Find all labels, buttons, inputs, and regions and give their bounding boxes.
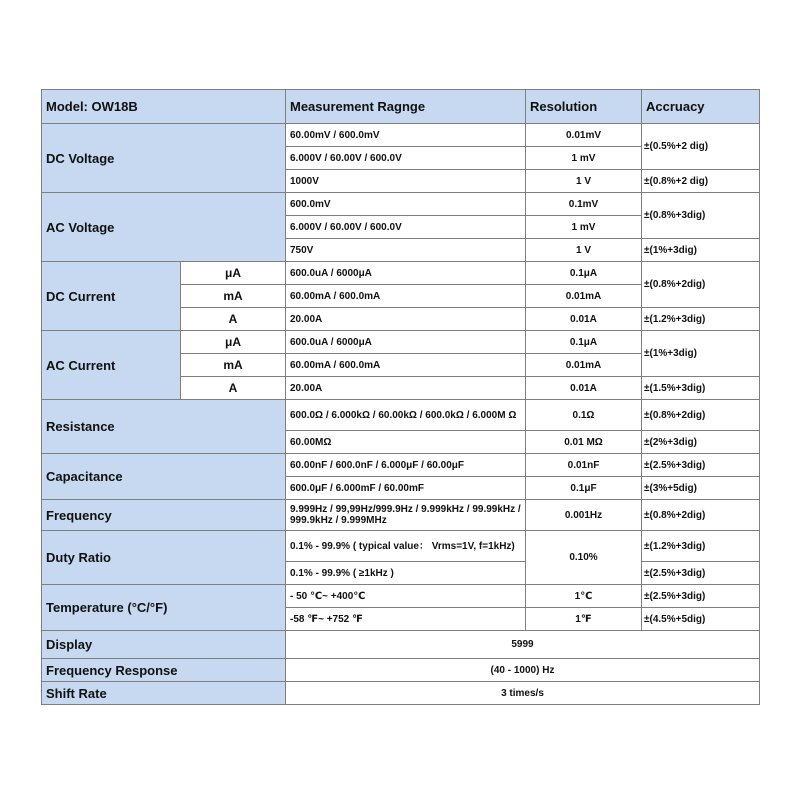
range-cell: 600.0uA / 6000μA bbox=[286, 262, 526, 285]
accuracy-cell: ±(0.8%+2dig) bbox=[642, 262, 760, 308]
table-row bbox=[42, 531, 760, 562]
resolution-cell: 1℃ bbox=[526, 585, 642, 608]
shift-rate-label: Shift Rate bbox=[42, 682, 286, 705]
unit-cell: μA bbox=[181, 262, 286, 285]
table-row bbox=[42, 124, 760, 147]
frequency-response-label: Frequency Response bbox=[42, 659, 286, 682]
resolution-cell: 0.01 MΩ bbox=[526, 431, 642, 454]
range-cell: 60.00mA / 600.0mA bbox=[286, 285, 526, 308]
table-row bbox=[42, 500, 760, 531]
accuracy-cell: ±(2.5%+3dig) bbox=[642, 454, 760, 477]
range-cell: 750V bbox=[286, 239, 526, 262]
header-range: Measurement Ragnge bbox=[286, 90, 526, 124]
resolution-cell: 0.1μF bbox=[526, 477, 642, 500]
resolution-cell: 0.1mV bbox=[526, 193, 642, 216]
range-cell: 60.00mV / 600.0mV bbox=[286, 124, 526, 147]
range-cell: 6.000V / 60.00V / 600.0V bbox=[286, 147, 526, 170]
resolution-cell: 0.10% bbox=[526, 531, 642, 585]
range-cell: 6.000V / 60.00V / 600.0V bbox=[286, 216, 526, 239]
display-label: Display bbox=[42, 631, 286, 659]
unit-cell: A bbox=[181, 308, 286, 331]
resolution-cell: 1 V bbox=[526, 170, 642, 193]
range-cell: 600.0Ω / 6.000kΩ / 60.00kΩ / 600.0kΩ / 6.000M Ω bbox=[286, 400, 526, 431]
accuracy-cell: ±(1.5%+3dig) bbox=[642, 377, 760, 400]
resolution-cell: 1 mV bbox=[526, 216, 642, 239]
accuracy-cell: ±(4.5%+5dig) bbox=[642, 608, 760, 631]
range-cell: 60.00nF / 600.0nF / 6.000μF / 60.00μF bbox=[286, 454, 526, 477]
accuracy-cell: ±(0.8%+3dig) bbox=[642, 193, 760, 239]
resolution-cell: 0.1μA bbox=[526, 331, 642, 354]
header-model: Model: OW18B bbox=[42, 90, 286, 124]
accuracy-cell: ±(0.5%+2 dig) bbox=[642, 124, 760, 170]
resolution-cell: 0.01mA bbox=[526, 354, 642, 377]
frequency-response-value: (40 - 1000) Hz bbox=[286, 659, 760, 682]
resistance-label: Resistance bbox=[42, 400, 286, 454]
header-resolution: Resolution bbox=[526, 90, 642, 124]
range-cell: 20.00A bbox=[286, 377, 526, 400]
frequency-label: Frequency bbox=[42, 500, 286, 531]
dc-voltage-label: DC Voltage bbox=[42, 124, 286, 193]
range-cell: 600.0uA / 6000μA bbox=[286, 331, 526, 354]
range-cell: 60.00MΩ bbox=[286, 431, 526, 454]
table-row bbox=[42, 585, 760, 608]
range-cell: 9.999Hz / 99,99Hz/999.9Hz / 9.999kHz / 99.99kHz / 999.9kHz / 9.999MHz bbox=[286, 500, 526, 531]
resolution-cell: 0.001Hz bbox=[526, 500, 642, 531]
table-row bbox=[42, 659, 760, 682]
resolution-cell: 1 mV bbox=[526, 147, 642, 170]
accuracy-cell: ±(1%+3dig) bbox=[642, 239, 760, 262]
table-row bbox=[42, 193, 760, 216]
accuracy-cell: ±(2%+3dig) bbox=[642, 431, 760, 454]
resolution-cell: 1 V bbox=[526, 239, 642, 262]
table-row bbox=[42, 682, 760, 705]
accuracy-cell: ±(1%+3dig) bbox=[642, 331, 760, 377]
accuracy-cell: ±(3%+5dig) bbox=[642, 477, 760, 500]
shift-rate-value: 3 times/s bbox=[286, 682, 760, 705]
spec-table bbox=[41, 89, 760, 705]
table-row bbox=[42, 262, 760, 285]
duty-ratio-label: Duty Ratio bbox=[42, 531, 286, 585]
accuracy-cell: ±(0.8%+2dig) bbox=[642, 500, 760, 531]
range-cell: 20.00A bbox=[286, 308, 526, 331]
header-accuracy: Accruacy bbox=[642, 90, 760, 124]
range-cell: 1000V bbox=[286, 170, 526, 193]
unit-cell: mA bbox=[181, 354, 286, 377]
unit-cell: μA bbox=[181, 331, 286, 354]
ac-current-label: AC Current bbox=[42, 331, 181, 400]
table-row bbox=[42, 400, 760, 431]
accuracy-cell: ±(1.2%+3dig) bbox=[642, 308, 760, 331]
range-cell: 0.1% - 99.9% ( typical value： Vrms=1V, f=1kHz) bbox=[286, 531, 526, 562]
dc-current-label: DC Current bbox=[42, 262, 181, 331]
accuracy-cell: ±(2.5%+3dig) bbox=[642, 585, 760, 608]
range-cell: 600.0μF / 6.000mF / 60.00mF bbox=[286, 477, 526, 500]
header-row bbox=[42, 90, 760, 124]
table-row bbox=[42, 631, 760, 659]
range-cell: 600.0mV bbox=[286, 193, 526, 216]
temperature-label: Temperature (°C/°F) bbox=[42, 585, 286, 631]
range-cell: -58 ℉~ +752 ℉ bbox=[286, 608, 526, 631]
range-cell: 0.1% - 99.9% ( ≥1kHz ) bbox=[286, 562, 526, 585]
accuracy-cell: ±(0.8%+2dig) bbox=[642, 400, 760, 431]
resolution-cell: 0.01mV bbox=[526, 124, 642, 147]
unit-cell: mA bbox=[181, 285, 286, 308]
range-cell: - 50 ℃~ +400℃ bbox=[286, 585, 526, 608]
resolution-cell: 0.01A bbox=[526, 308, 642, 331]
table-row bbox=[42, 454, 760, 477]
table-row bbox=[42, 331, 760, 354]
accuracy-cell: ±(2.5%+3dig) bbox=[642, 562, 760, 585]
accuracy-cell: ±(0.8%+2 dig) bbox=[642, 170, 760, 193]
resolution-cell: 0.1Ω bbox=[526, 400, 642, 431]
resolution-cell: 0.1μA bbox=[526, 262, 642, 285]
capacitance-label: Capacitance bbox=[42, 454, 286, 500]
range-cell: 60.00mA / 600.0mA bbox=[286, 354, 526, 377]
ac-voltage-label: AC Voltage bbox=[42, 193, 286, 262]
resolution-cell: 0.01A bbox=[526, 377, 642, 400]
resolution-cell: 1℉ bbox=[526, 608, 642, 631]
accuracy-cell: ±(1.2%+3dig) bbox=[642, 531, 760, 562]
display-value: 5999 bbox=[286, 631, 760, 659]
resolution-cell: 0.01nF bbox=[526, 454, 642, 477]
resolution-cell: 0.01mA bbox=[526, 285, 642, 308]
unit-cell: A bbox=[181, 377, 286, 400]
